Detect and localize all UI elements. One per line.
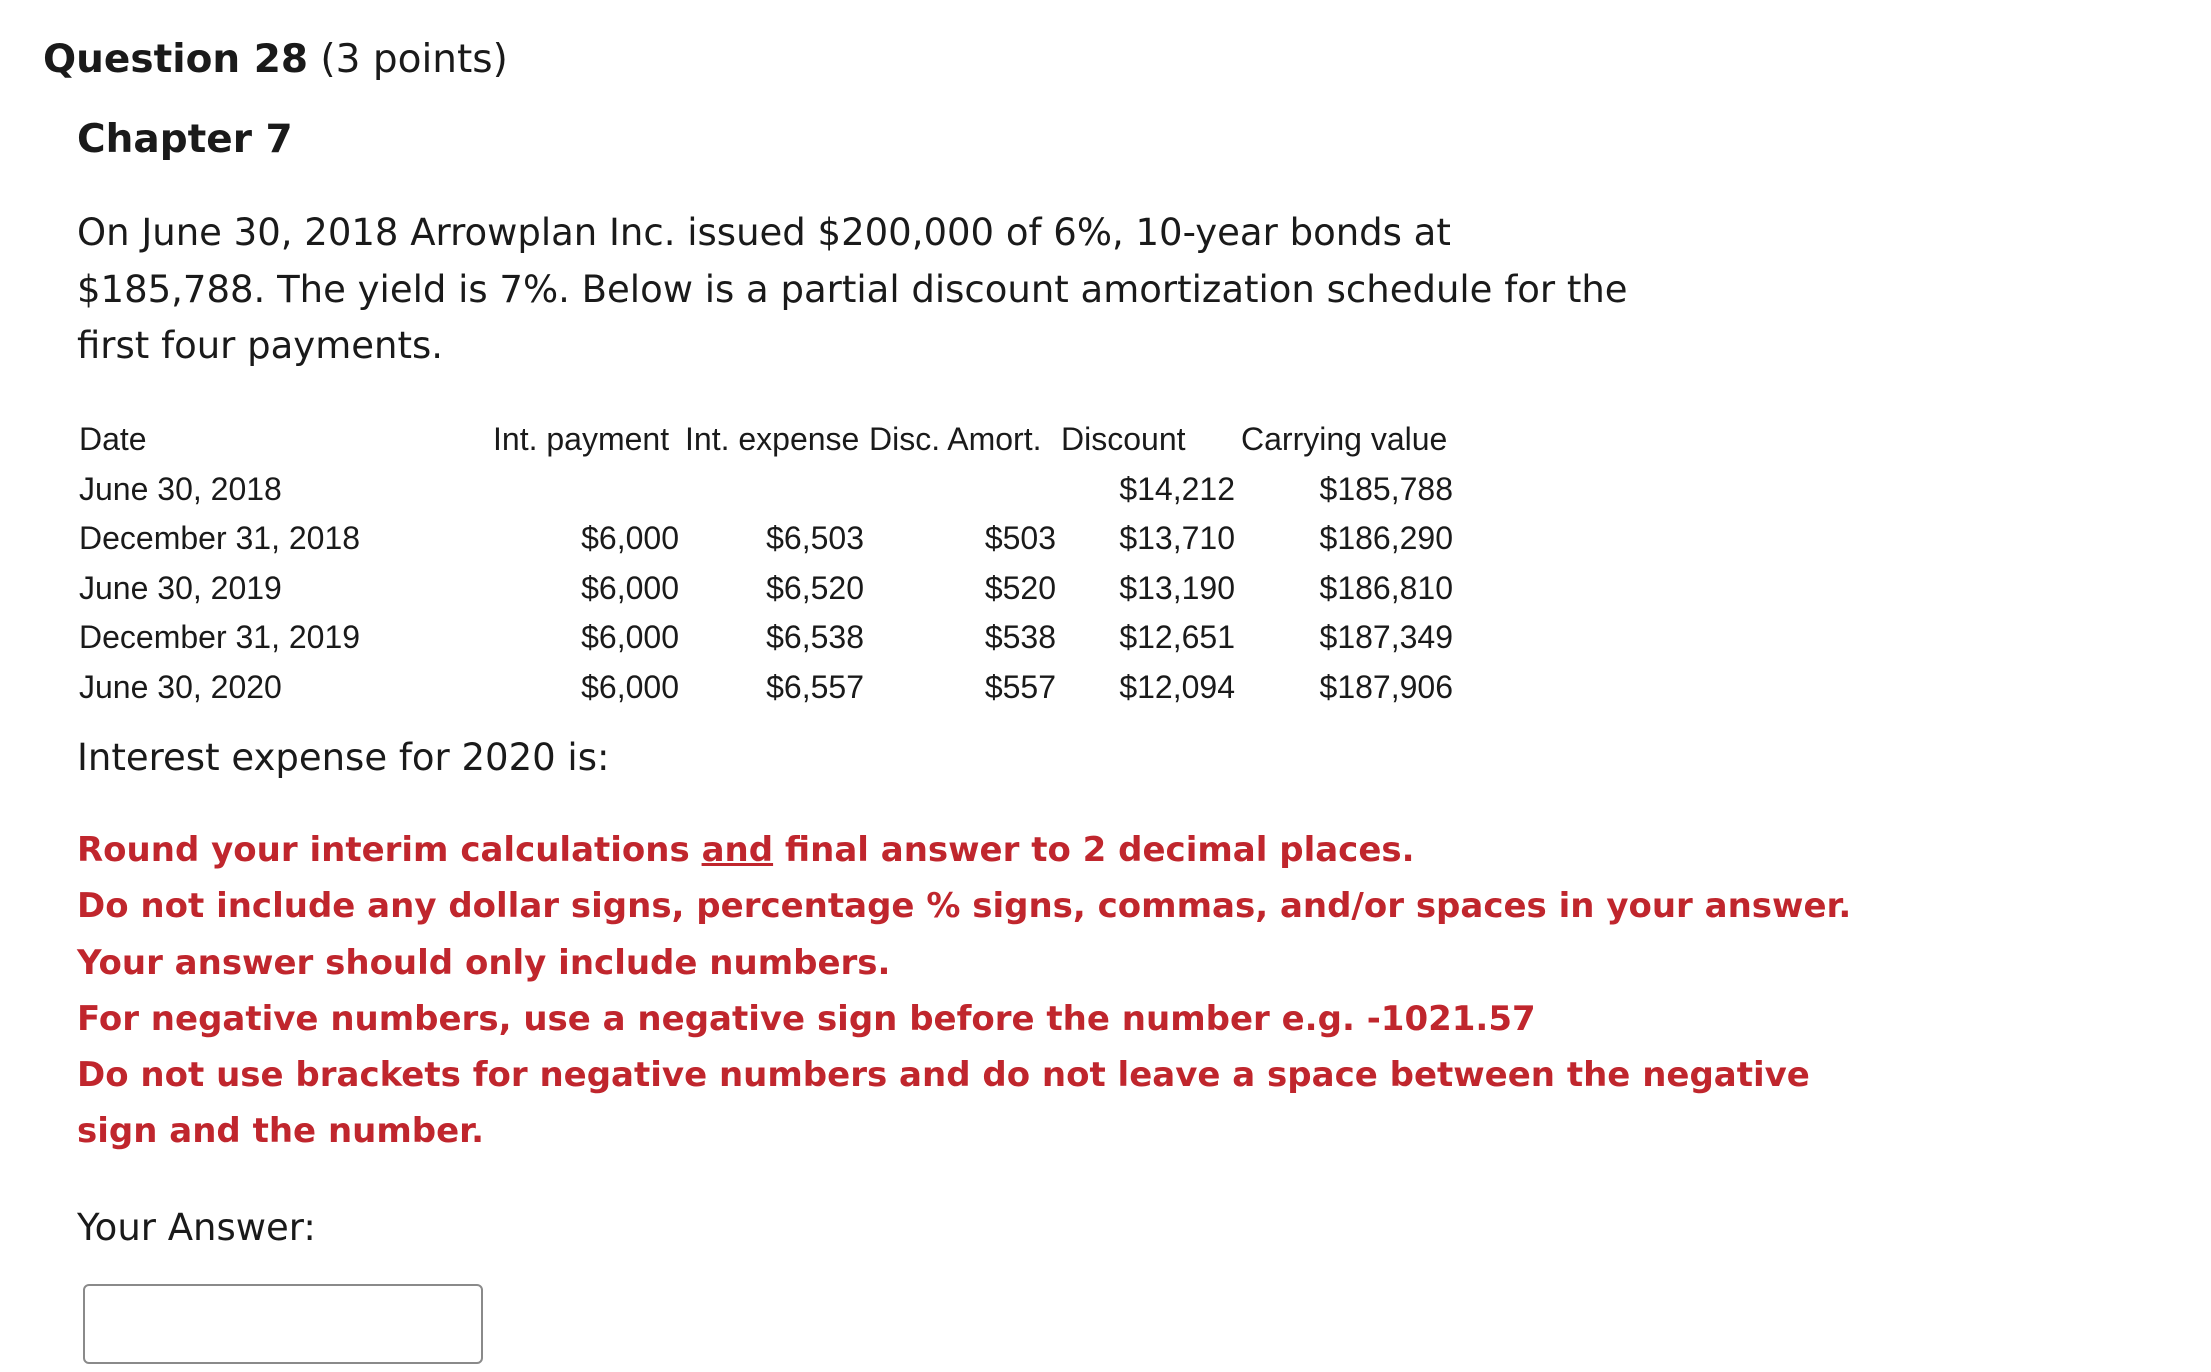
- interest-expense-question: Interest expense for 2020 is:: [77, 736, 610, 779]
- answer-instructions: [77, 822, 1852, 1160]
- row-carrying-value: $186,290: [1319, 520, 1453, 556]
- schedule-row: [79, 465, 1479, 515]
- row-carrying-value: $187,349: [1319, 619, 1453, 655]
- prompt-line: On June 30, 2018 Arrowplan Inc. issued $200,000 of 6%, 10-year bonds at: [77, 211, 1451, 254]
- header-carrying-value: Carrying value: [1241, 421, 1448, 457]
- schedule-row: [79, 514, 1479, 564]
- row-carrying-value: $185,788: [1319, 470, 1453, 507]
- row-disc-amort: $557: [984, 668, 1056, 705]
- answer-label: Your Answer:: [77, 1206, 316, 1249]
- instruction-line: For negative numbers, use a negative sign before the number e.g. -1021.57: [77, 998, 1536, 1039]
- answer-input[interactable]: [83, 1284, 483, 1364]
- row-carrying-value: $187,906: [1319, 668, 1453, 705]
- row-int-expense: $6,503: [766, 520, 864, 556]
- row-discount: $13,190: [1119, 569, 1235, 606]
- schedule-row: [79, 613, 1479, 663]
- row-date: June 30, 2020: [79, 668, 282, 705]
- row-int-payment: $6,000: [581, 619, 679, 655]
- row-carrying-value: $186,810: [1319, 569, 1453, 606]
- instruction-text: Round your interim calculations: [77, 830, 702, 870]
- schedule-row: [79, 564, 1479, 614]
- row-date: June 30, 2019: [79, 569, 282, 606]
- instruction-line: Do not use brackets for negative numbers and do not leave a space between the negative: [77, 1055, 1810, 1096]
- schedule-row: [79, 663, 1479, 713]
- question-prompt: [77, 205, 1628, 375]
- instruction-line: Do not include any dollar signs, percentage % signs, commas, and/or spaces in your answer.: [77, 886, 1852, 927]
- row-discount: $12,651: [1119, 619, 1235, 655]
- row-int-expense: $6,557: [766, 668, 864, 705]
- instruction-text: final answer to 2 decimal places.: [773, 830, 1415, 870]
- row-date: June 30, 2018: [79, 470, 282, 507]
- prompt-line: $185,788. The yield is 7%. Below is a partial discount amortization schedule for the: [77, 267, 1628, 311]
- row-disc-amort: $503: [984, 520, 1056, 556]
- question-header: [43, 32, 508, 88]
- question-number: Question 28: [43, 37, 309, 82]
- header-disc-amort: Disc. Amort.: [869, 421, 1042, 457]
- prompt-line: first four payments.: [77, 324, 444, 367]
- header-int-payment: Int. payment: [493, 421, 670, 457]
- header-date: Date: [79, 421, 147, 457]
- header-discount: Discount: [1061, 421, 1186, 457]
- row-discount: $13,710: [1119, 520, 1235, 556]
- row-discount: $14,212: [1119, 470, 1235, 507]
- instruction-line: sign and the number.: [77, 1111, 485, 1152]
- row-disc-amort: $520: [984, 569, 1056, 606]
- row-int-payment: $6,000: [581, 520, 679, 556]
- instruction-underlined-word: and: [701, 830, 774, 870]
- row-date: December 31, 2018: [79, 520, 361, 556]
- row-date: December 31, 2019: [79, 619, 361, 655]
- row-int-expense: $6,538: [766, 619, 864, 655]
- row-discount: $12,094: [1119, 668, 1235, 705]
- instruction-line: [77, 822, 1637, 878]
- row-disc-amort: $538: [984, 619, 1056, 655]
- header-int-expense: Int. expense: [685, 421, 860, 457]
- instruction-line: Your answer should only include numbers.: [77, 942, 891, 983]
- row-int-payment: $6,000: [581, 668, 679, 705]
- row-int-expense: $6,520: [766, 569, 864, 606]
- chapter-title: Chapter 7: [77, 117, 293, 162]
- question-points: (3 points): [320, 37, 508, 82]
- schedule-header-row: [79, 415, 1479, 465]
- amortization-schedule: [79, 415, 1479, 712]
- row-int-payment: $6,000: [581, 569, 679, 606]
